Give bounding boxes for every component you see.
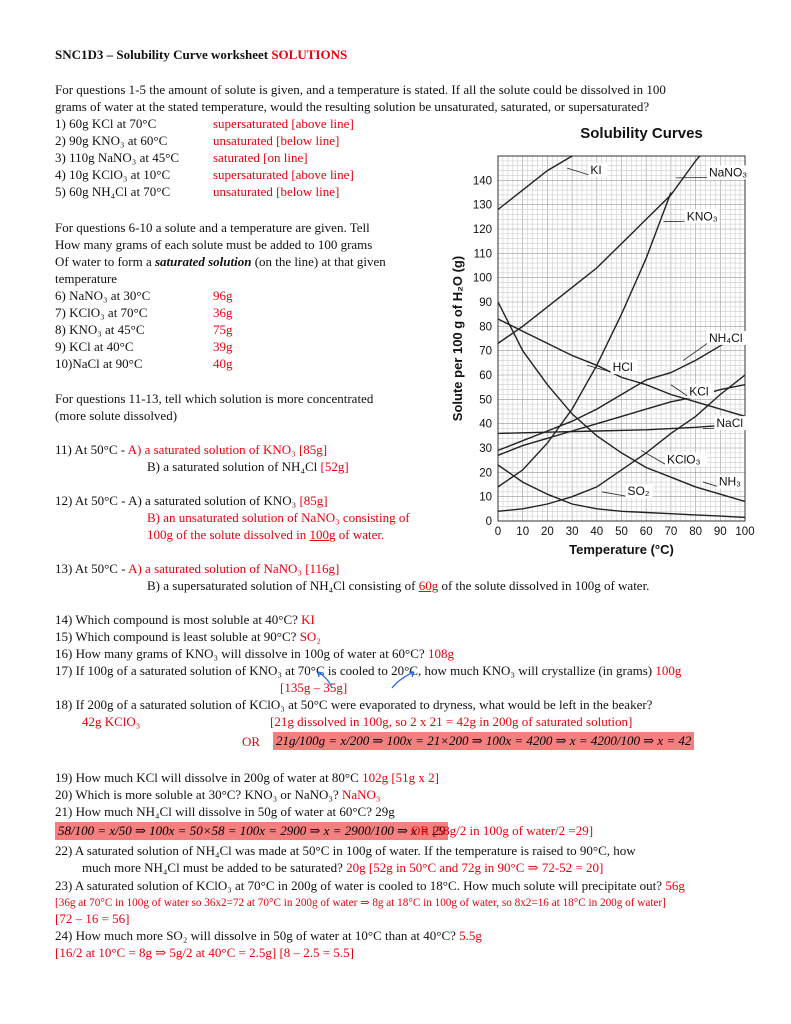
- q17-text: 17) If 100g of a saturated solution of KNO₃ at 70°C is cooled to 20°C, how much KNO₃ will crystallize (in grams): [55, 663, 656, 678]
- q18-text: 18) If 200g of a saturated solution of KClO₃ at 50°C were evaporated to dryness, what would be left in the beaker?: [55, 697, 653, 712]
- q5-text: 5) 60g NH₄Cl at 70°C: [55, 184, 171, 199]
- q11-label: 11) At 50°C -: [55, 442, 128, 457]
- series-label: KClO₃: [666, 452, 701, 467]
- q12-option-a: 12) At 50°C - A) a saturated solution of KNO₃: [55, 493, 300, 508]
- x-tick-label: 80: [689, 526, 702, 538]
- q20-answer: NaNO₃: [341, 787, 381, 802]
- q17-arrows: [282, 668, 422, 694]
- q18-equation: 21g/100g = x/200 ⇒ 100x = 21×200 ⇒ 100x = 4200 ⇒ x = 4200/100 ⇒ x = 42: [273, 732, 694, 750]
- q23-answer: 56g: [665, 878, 685, 893]
- q11-answer-b: [52g]: [320, 459, 349, 474]
- q18-answer: 42g KClO₃: [82, 714, 141, 729]
- q15: [55, 629, 321, 645]
- q3-answer: saturated [on line]: [213, 150, 308, 165]
- y-tick-label: 140: [472, 175, 492, 188]
- q12-option-b: B) an unsaturated solution of NaNO₃ consisting of: [147, 510, 410, 525]
- x-axis-label: Temperature (°C): [569, 542, 674, 557]
- q24-work: [16/2 at 10°C = 8g ⇒ 5g/2 at 40°C = 2.5g] [8 – 2.5 = 5.5]: [55, 945, 354, 960]
- q18-work: [21g dissolved in 100g, so 2 x 21 = 42g in 200g of saturated solution]: [270, 714, 633, 729]
- q7-text: 7) KClO₃ at 70°C: [55, 305, 148, 320]
- series-label: KI: [590, 163, 602, 178]
- q3-text: 3) 110g NaNO₃ at 45°C: [55, 150, 180, 165]
- q12-c1: 100g of the solute dissolved in: [147, 527, 310, 542]
- q17-work: [135g – 35g]: [280, 680, 348, 695]
- y-tick-label: 0: [485, 516, 492, 528]
- q20-text: 20) Which is more soluble at 30°C? KNO₃ or NaNO₃?: [55, 787, 342, 802]
- sec2-intro-4: temperature: [55, 271, 118, 286]
- sec3-intro-1: For questions 11-13, tell which solution is more concentrated: [55, 391, 374, 406]
- q16: [55, 646, 454, 662]
- title-text: SNC1D3 – Solubility Curve worksheet: [55, 47, 269, 62]
- series-label: KCl: [689, 384, 709, 399]
- q5-answer: unsaturated [below line]: [213, 184, 340, 199]
- q18-or: OR: [242, 734, 261, 749]
- series-label: KNO₃: [686, 209, 718, 224]
- q4-answer: supersaturated [above line]: [213, 167, 354, 182]
- y-tick-label: 130: [472, 199, 492, 212]
- q11-answer-a: A) a saturated solution of KNO₃ [85g]: [127, 442, 328, 457]
- solubility-chart: [448, 118, 764, 564]
- q12-answer-a: [85g]: [299, 493, 328, 508]
- y-axis-label: Solute per 100 g of H₂O (g): [450, 255, 465, 422]
- series-label: NH₄Cl: [708, 330, 743, 345]
- q22-text: much more NH₄Cl must be added to be saturated?: [82, 860, 347, 875]
- q11-line-a: [55, 442, 327, 458]
- series-label: NaCl: [716, 416, 744, 431]
- series-label: HCl: [612, 360, 633, 375]
- q12-line-a: [55, 493, 328, 509]
- q22-answer: 20g [52g in 50°C and 72g in 90°C ⇒ 72-52 = 20]: [346, 860, 604, 875]
- q24-text: 24) How much more SO₂ will dissolve in 50g of water at 10°C than at 40°C?: [55, 928, 460, 943]
- q16-text: 16) How many grams of KNO₃ will dissolve in 100g of water at 60°C?: [55, 646, 428, 661]
- y-tick-label: 120: [472, 224, 492, 236]
- arrow-right-icon: [392, 672, 414, 688]
- q12-c2: 100: [309, 527, 329, 542]
- y-tick-label: 70: [479, 345, 492, 358]
- y-tick-label: 90: [479, 297, 492, 309]
- series-label: NH₃: [718, 474, 742, 489]
- sec2-intro-3a: Of water to form a: [55, 254, 155, 269]
- q10-text: 10)NaCl at 90°C: [55, 356, 143, 371]
- q20: [55, 787, 380, 803]
- q1-answer: supersaturated [above line]: [213, 116, 354, 131]
- q22-line-b: [82, 860, 603, 876]
- sec3-intro-2: (more solute dissolved): [55, 408, 178, 423]
- q24-answer: 5.5g: [459, 928, 482, 943]
- q6-answer: 96g: [213, 288, 233, 303]
- q24: [55, 928, 482, 944]
- q10-answer: 40g: [213, 356, 233, 371]
- x-tick-label: 40: [590, 526, 604, 538]
- sec1-intro-2: grams of water at the stated temperature, would the resulting solution be unsaturated, saturated, or supersaturated?: [55, 99, 650, 114]
- chart-title: Solubility Curves: [580, 125, 703, 142]
- q4-text: 4) 10g KClO₃ at 10°C: [55, 167, 171, 182]
- y-tick-label: 60: [479, 370, 492, 382]
- q23-result: [72 – 16 = 56]: [55, 911, 130, 926]
- series-label: NaNO₃: [708, 165, 748, 180]
- q23-work: [36g at 70°C in 100g of water so 36x2=72 at 70°C in 200g of water ⇒ 8g at 18°C in 100g of water, so 8x2=16 at 18°C in 200g of water]: [55, 897, 666, 909]
- page-title: [55, 47, 347, 63]
- series-label-leader: [602, 492, 627, 496]
- q12-line-c: [147, 527, 384, 543]
- q8-text: 8) KNO₃ at 45°C: [55, 322, 145, 337]
- q19-answer: 102g [51g x 2]: [362, 770, 439, 785]
- q23: [55, 878, 685, 894]
- q15-text: 15) Which compound is least soluble at 90°C?: [55, 629, 300, 644]
- y-tick-label: 50: [479, 394, 492, 407]
- q11-option-b: B) a saturated solution of NH₄Cl: [147, 459, 321, 474]
- series-label-leader: [567, 168, 589, 175]
- q19-text: 19) How much KCl will dissolve in 200g of water at 80°C: [55, 770, 363, 785]
- q13-label: 13) At 50°C -: [55, 561, 129, 576]
- sec1-intro-1: For questions 1-5 the amount of solute is given, and a temperature is stated. If all the solute could be dissolved in 100: [55, 82, 666, 97]
- q19: [55, 770, 439, 786]
- q1-text: 1) 60g KCl at 70°C: [55, 116, 157, 131]
- q23-text: 23) A saturated solution of KClO₃ at 70°C in 200g of water is cooled to 18°C. How much solute will precipitate out?: [55, 878, 666, 893]
- q13-b3: of the solute dissolved in 100g of water.: [438, 578, 650, 593]
- x-tick-label: 20: [541, 526, 554, 538]
- saturated-solution-emphasis: saturated solution: [155, 254, 252, 269]
- title-suffix: SOLUTIONS: [271, 47, 348, 62]
- arrow-left-icon: [318, 672, 332, 688]
- x-tick-label: 70: [664, 526, 678, 538]
- q14: [55, 612, 315, 628]
- y-tick-label: 100: [472, 272, 492, 285]
- q17-answer: 100g: [655, 663, 682, 678]
- x-tick-label: 30: [565, 526, 579, 538]
- q16-answer: 108g: [427, 646, 454, 661]
- q13-b2: 60g: [418, 578, 439, 593]
- q9-answer: 39g: [213, 339, 233, 354]
- y-tick-label: 110: [473, 248, 492, 261]
- q21-equation: 58/100 = x/50 ⇒ 100x = 50×58 = 100x = 2900 ⇒ x = 2900/100 ⇒ x = 29: [55, 822, 448, 840]
- q15-answer: SO₂: [299, 629, 321, 644]
- sec2-intro-2: How many grams of each solute must be added to 100 grams: [55, 237, 373, 252]
- y-tick-label: 10: [479, 491, 492, 504]
- q13-b1: B) a supersaturated solution of NH₄Cl consisting of: [147, 578, 419, 593]
- q14-answer: KI: [301, 612, 315, 627]
- q14-text: 14) Which compound is most soluble at 40°C?: [55, 612, 302, 627]
- x-tick-label: 60: [639, 526, 653, 538]
- series-line-2: [498, 193, 671, 487]
- q2-answer: unsaturated [below line]: [213, 133, 340, 148]
- q13-line-a: [55, 561, 339, 577]
- q13-line-b: [147, 578, 649, 594]
- q13-answer-a: A) a saturated solution of NaNO₃ [116g]: [128, 561, 340, 576]
- q2-text: 2) 90g KNO₃ at 60°C: [55, 133, 168, 148]
- q22-line-a: 22) A saturated solution of NH₄Cl was made at 50°C in 100g of water. If the temperature is raised to 90°C, how: [55, 843, 636, 858]
- q8-answer: 75g: [213, 322, 233, 337]
- q6-text: 6) NaNO₃ at 30°C: [55, 288, 151, 303]
- y-tick-label: 40: [479, 418, 492, 431]
- x-tick-label: 10: [516, 526, 530, 538]
- x-tick-label: 0: [494, 526, 502, 538]
- sec2-intro-3: [55, 254, 386, 270]
- q12-c3: g of water.: [329, 527, 385, 542]
- sec2-intro-1: For questions 6-10 a solute and a temperature are given. Tell: [55, 220, 370, 235]
- y-tick-label: 20: [479, 467, 492, 480]
- q21-text: 21) How much NH₄Cl will dissolve in 50g of water at 60°C? 29g: [55, 804, 395, 819]
- x-tick-label: 100: [735, 526, 755, 538]
- x-tick-label: 50: [615, 526, 628, 538]
- q9-text: 9) KCl at 40°C: [55, 339, 134, 354]
- y-tick-label: 80: [479, 321, 492, 334]
- q11-line-b: [147, 459, 349, 475]
- sec2-intro-3c: (on the line) at that given: [251, 254, 386, 269]
- series-label: SO₂: [627, 484, 650, 499]
- y-tick-label: 30: [479, 443, 492, 455]
- x-tick-label: 90: [713, 526, 727, 538]
- q7-answer: 36g: [213, 305, 233, 320]
- q21-alt: OR [58g/2 in 100g of water/2 =29]: [411, 823, 594, 838]
